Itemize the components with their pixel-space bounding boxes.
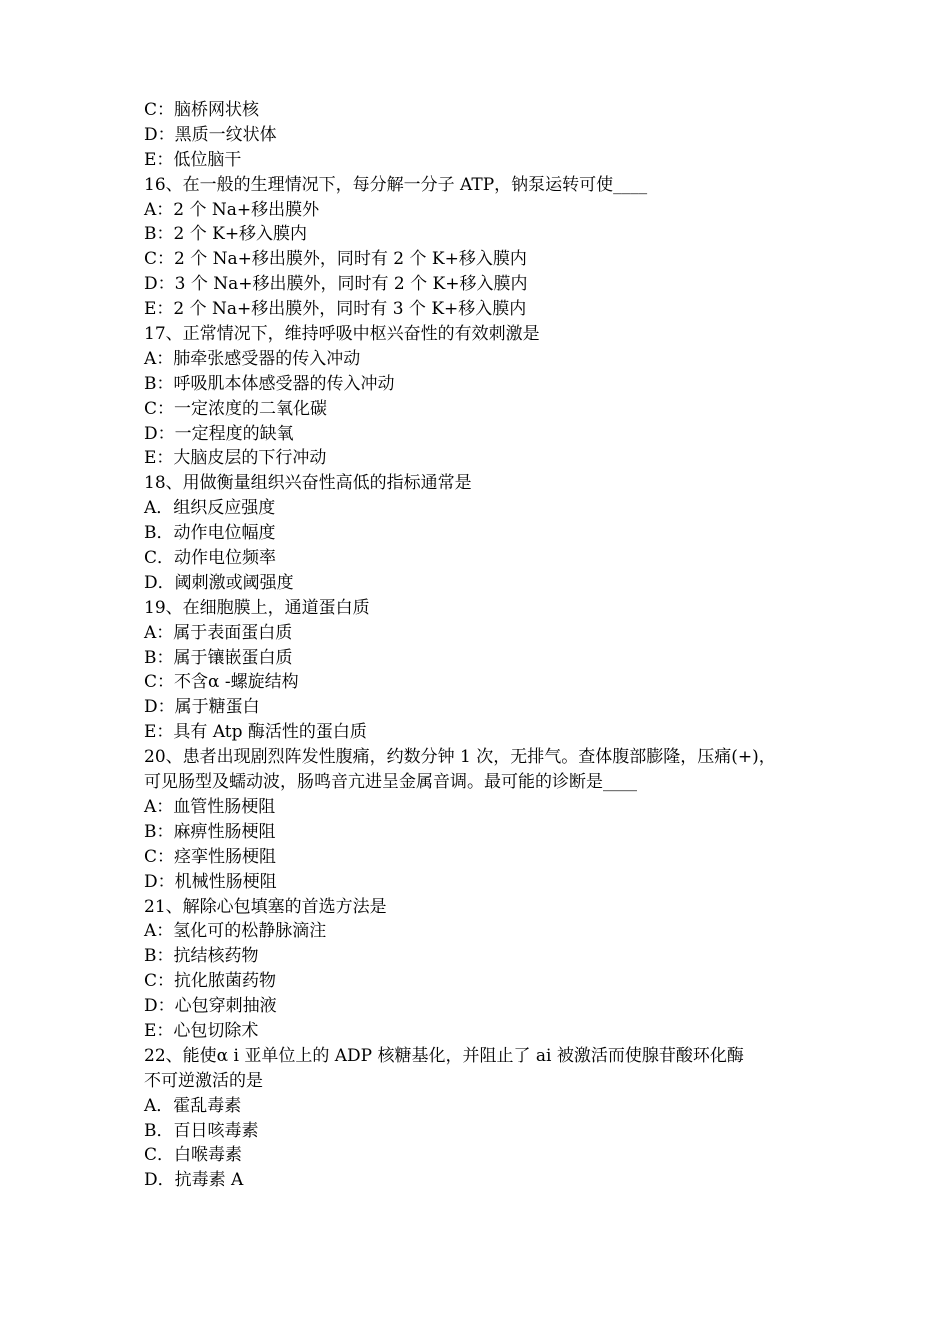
option-line: B：抗结核药物 — [144, 946, 259, 967]
option-line: C．白喉毒素 — [144, 1145, 243, 1166]
option-line: D：一定程度的缺氧 — [144, 423, 294, 444]
option-line: A．组织反应强度 — [144, 498, 276, 519]
option-line: D：心包穿刺抽液 — [144, 996, 277, 1017]
question-18: 18、用做衡量组织兴奋性高低的指标通常是 — [144, 473, 472, 494]
option-line: D．阈刺激或阈强度 — [144, 572, 294, 593]
option-line: B．百日咳毒素 — [144, 1120, 259, 1141]
option-line: A：血管性肠梗阻 — [144, 796, 276, 817]
option-line: A．霍乱毒素 — [144, 1095, 242, 1116]
option-line: D：黑质一纹状体 — [144, 124, 277, 145]
option-line: B：呼吸肌本体感受器的传入冲动 — [144, 373, 395, 394]
question-22-continued: 不可逆激活的是 — [144, 1070, 263, 1091]
option-line: C：痉挛性肠梗阻 — [144, 846, 277, 867]
option-line: E：2 个 Na+移出膜外，同时有 3 个 K+移入膜内 — [144, 299, 527, 320]
question-20-continued: 可见肠型及蠕动波，肠鸣音亢进呈金属音调。最可能的诊断是____ — [144, 772, 637, 793]
option-line: C：脑桥网状核 — [144, 100, 260, 120]
option-line: C：一定浓度的二氧化碳 — [144, 398, 328, 419]
question-19: 19、在细胞膜上，通道蛋白质 — [144, 597, 370, 618]
question-16: 16、在一般的生理情况下，每分解一分子 ATP，钠泵运转可使____ — [144, 174, 648, 195]
document-page — [144, 98, 824, 1193]
option-line: A：氢化可的松静脉滴注 — [144, 921, 327, 942]
option-line: B．动作电位幅度 — [144, 523, 276, 544]
question-21: 21、解除心包填塞的首选方法是 — [144, 896, 387, 917]
option-line: A：属于表面蛋白质 — [144, 622, 293, 643]
option-line: B：2 个 K+移入膜内 — [144, 224, 308, 245]
option-line: D．抗毒素 A — [144, 1170, 244, 1191]
option-line: C：抗化脓菌药物 — [144, 971, 277, 992]
question-22: 22、能使α i 亚单位上的 ADP 核糖基化，并阻止了 ai 被激活而使腺苷酸环化酶 — [144, 1045, 744, 1066]
option-line: E：心包切除术 — [144, 1020, 259, 1041]
option-line: C．动作电位频率 — [144, 548, 277, 569]
option-line: A：2 个 Na+移出膜外 — [144, 199, 320, 220]
option-line: C：2 个 Na+移出膜外，同时有 2 个 K+移入膜内 — [144, 249, 527, 270]
question-20: 20、患者出现剧烈阵发性腹痛，约数分钟 1 次，无排气。查体腹部膨隆，压痛(+)， — [144, 747, 776, 768]
option-line: B：属于镶嵌蛋白质 — [144, 647, 293, 668]
option-line: D：3 个 Na+移出膜外，同时有 2 个 K+移入膜内 — [144, 274, 528, 295]
option-line: D：机械性肠梗阻 — [144, 871, 277, 892]
option-line: B：麻痹性肠梗阻 — [144, 821, 276, 842]
option-line: E：大脑皮层的下行冲动 — [144, 448, 327, 469]
question-17: 17、正常情况下，维持呼吸中枢兴奋性的有效刺激是 — [144, 324, 540, 345]
option-line: A：肺牵张感受器的传入冲动 — [144, 348, 361, 369]
option-line: C：不含α -螺旋结构 — [144, 672, 299, 693]
option-line: E：具有 Atp 酶活性的蛋白质 — [144, 722, 367, 743]
option-line: E：低位脑干 — [144, 149, 242, 170]
option-line: D：属于糖蛋白 — [144, 697, 260, 718]
